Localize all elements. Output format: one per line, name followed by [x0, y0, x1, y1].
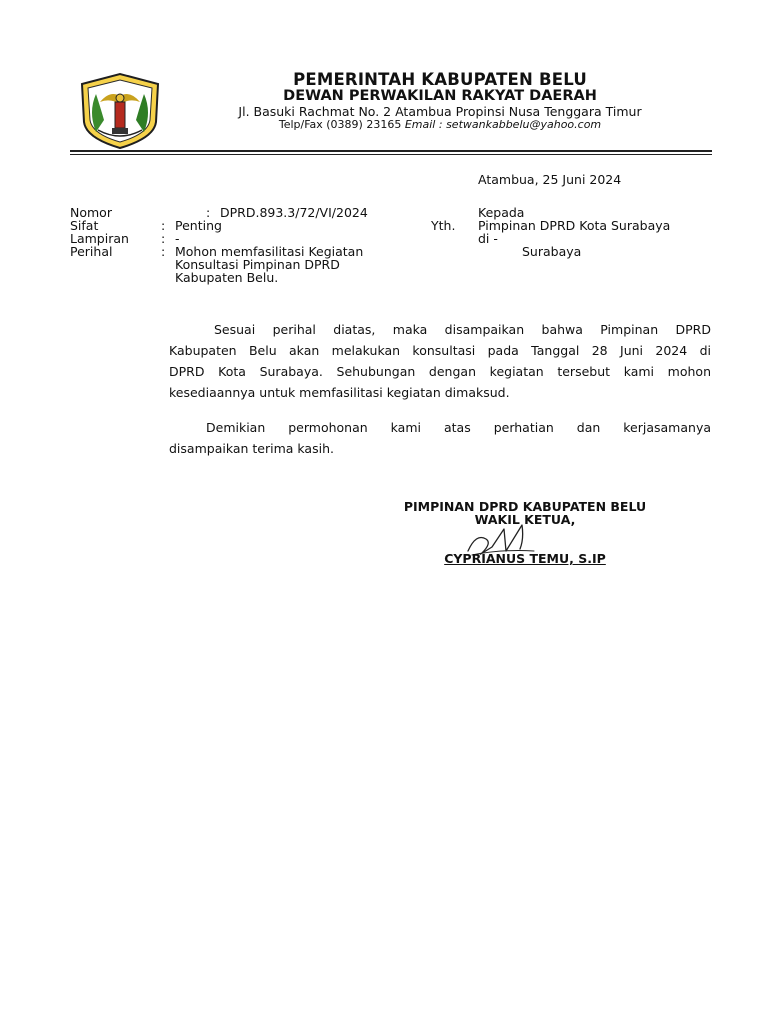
sifat-label: Sifat — [70, 218, 99, 233]
body-p2-line-1: Demikian permohonan kami atas perhatian dan kerjasamanya — [206, 420, 711, 435]
nomor-label: Nomor — [70, 205, 112, 220]
body-p1-line-4: kesediaannya untuk memfasilitasi kegiatan dimaksud. — [169, 385, 510, 400]
recipient-yth: Yth. — [431, 218, 456, 233]
letterhead-divider-thin — [70, 154, 712, 155]
recipient-kepada: Kepada — [478, 205, 525, 220]
header-email: setwankabbelu@yahoo.com — [446, 118, 602, 131]
body-paragraph-2 — [169, 417, 711, 459]
lampiran-value: - — [175, 231, 180, 246]
lampiran-separator: : — [161, 231, 166, 246]
sifat-separator: : — [161, 218, 166, 233]
header-telp: Telp/Fax (0389) 23165 — [278, 118, 402, 131]
letterhead-divider — [70, 150, 712, 152]
header-email-label: Email : — [404, 118, 443, 131]
header-government-title: PEMERINTAH KABUPATEN BELU — [293, 70, 587, 89]
recipient-di: di - — [478, 231, 498, 246]
body-paragraph-1 — [169, 319, 711, 403]
body-p1-line-3: DPRD Kota Surabaya. Sehubungan dengan kegiatan tersebut kami mohon — [169, 364, 711, 379]
recipient-name: Pimpinan DPRD Kota Surabaya — [478, 218, 671, 233]
nomor-separator: : — [206, 205, 211, 220]
perihal-line-2: Konsultasi Pimpinan DPRD — [175, 257, 340, 272]
letter-date: Atambua, 25 Juni 2024 — [478, 172, 622, 187]
signatory-name: CYPRIANUS TEMU, S.IP — [444, 551, 606, 566]
perihal-separator: : — [161, 244, 166, 259]
nomor-value: DPRD.893.3/72/VI/2024 — [220, 205, 368, 220]
body-p1-line-2: Kabupaten Belu akan melakukan konsultasi pada Tanggal 28 Juni 2024 di — [169, 343, 711, 358]
perihal-label: Perihal — [70, 244, 113, 259]
signature-title-2: WAKIL KETUA, — [474, 512, 576, 527]
signature-title-1: PIMPINAN DPRD KABUPATEN BELU — [403, 499, 647, 514]
sifat-value: Penting — [175, 218, 222, 233]
header-council-title: DEWAN PERWAKILAN RAKYAT DAERAH — [283, 88, 597, 104]
perihal-line-3: Kabupaten Belu. — [175, 270, 279, 285]
lampiran-label: Lampiran — [70, 231, 129, 246]
perihal-line-1: Mohon memfasilitasi Kegiatan — [175, 244, 364, 259]
body-p2-line-2: disampaikan terima kasih. — [169, 441, 334, 456]
header-address: Jl. Basuki Rachmat No. 2 Atambua Propinsi Nusa Tenggara Timur — [238, 104, 642, 119]
body-p1-line-1: Sesuai perihal diatas, maka disampaikan bahwa Pimpinan DPRD — [214, 322, 711, 337]
recipient-city: Surabaya — [522, 244, 582, 259]
emblem-logo-icon — [74, 72, 166, 150]
header-contact — [170, 118, 710, 131]
